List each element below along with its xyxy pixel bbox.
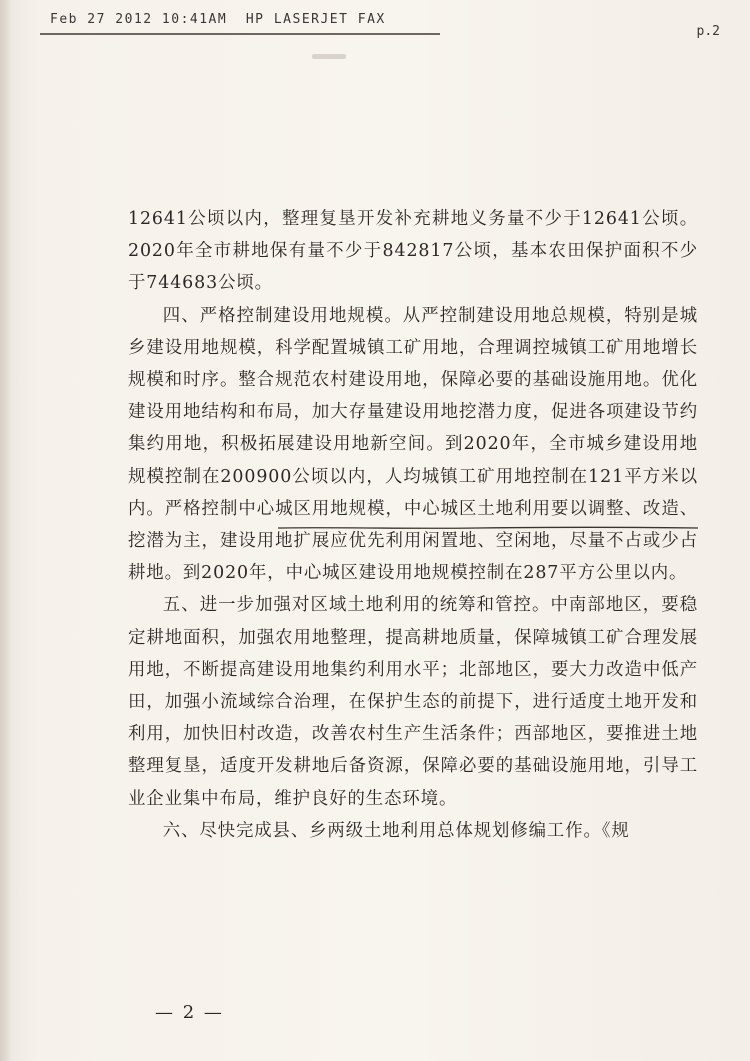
- paragraph-section-4: 四、严格控制建设用地规模。从严控制建设用地总规模，特别是城乡建设用地规模，科学配置城镇工矿用地，合理调控城镇工矿用地增长规模和时序。整合规范农村建设用地，保障必要的基础设施用地。优化建设用地结构和布局，加大存量建设用地挖潜力度，促进各项建设节约集约用地，积极拓展建设用地新空间。到2020年，全市城乡建设用地规模控制在200900公顷以内，人均城镇工矿用地控制在121平方米以内。严格控制中心城区用地规模，中心城区土地利用要以调整、改造、挖潜为主，建设用地扩展应优先利用闲置地、空闲地，尽量不占或少占耕地。到2020年，中心城区建设用地规模控制在287平方公里以内。: [128, 305, 698, 584]
- fax-header-rule: [40, 33, 440, 35]
- fax-page-marker: p.2: [696, 24, 720, 39]
- page-number: — 2 —: [155, 1002, 224, 1023]
- paragraph-continuation: 12641公顷以内，整理复垦开发补充耕地义务量不少于12641公顷。2020年全市耕地保有量不少于842817公顷，基本农田保护面积不少于744683公顷。: [128, 209, 698, 294]
- document-body: [128, 203, 698, 847]
- scan-edge-shadow: [0, 0, 12, 1061]
- faint-stamp-mark: [312, 54, 346, 59]
- paragraph-section-6: 六、尽快完成县、乡两级土地利用总体规划修编工作。《规: [162, 820, 630, 841]
- fax-header: Feb 27 2012 10:41AM HP LASERJET FAX: [50, 12, 386, 27]
- paragraph-section-5: 五、进一步加强对区域土地利用的统筹和管控。中南部地区，要稳定耕地面积，加强农用地整理，提高耕地质量，保障城镇工矿合理发展用地，不断提高建设用地集约利用水平；北部地区，要大力改造中低产田，加强小流域综合治理，在保护生态的前提下，进行适度土地开发和利用，加快旧村改造，改善农村生产生活条件；西部地区，要推进土地整理复垦，适度开发耕地后备资源，保障必要的基础设施用地，引导工业企业集中布局，维护良好的生态环境。: [128, 595, 698, 809]
